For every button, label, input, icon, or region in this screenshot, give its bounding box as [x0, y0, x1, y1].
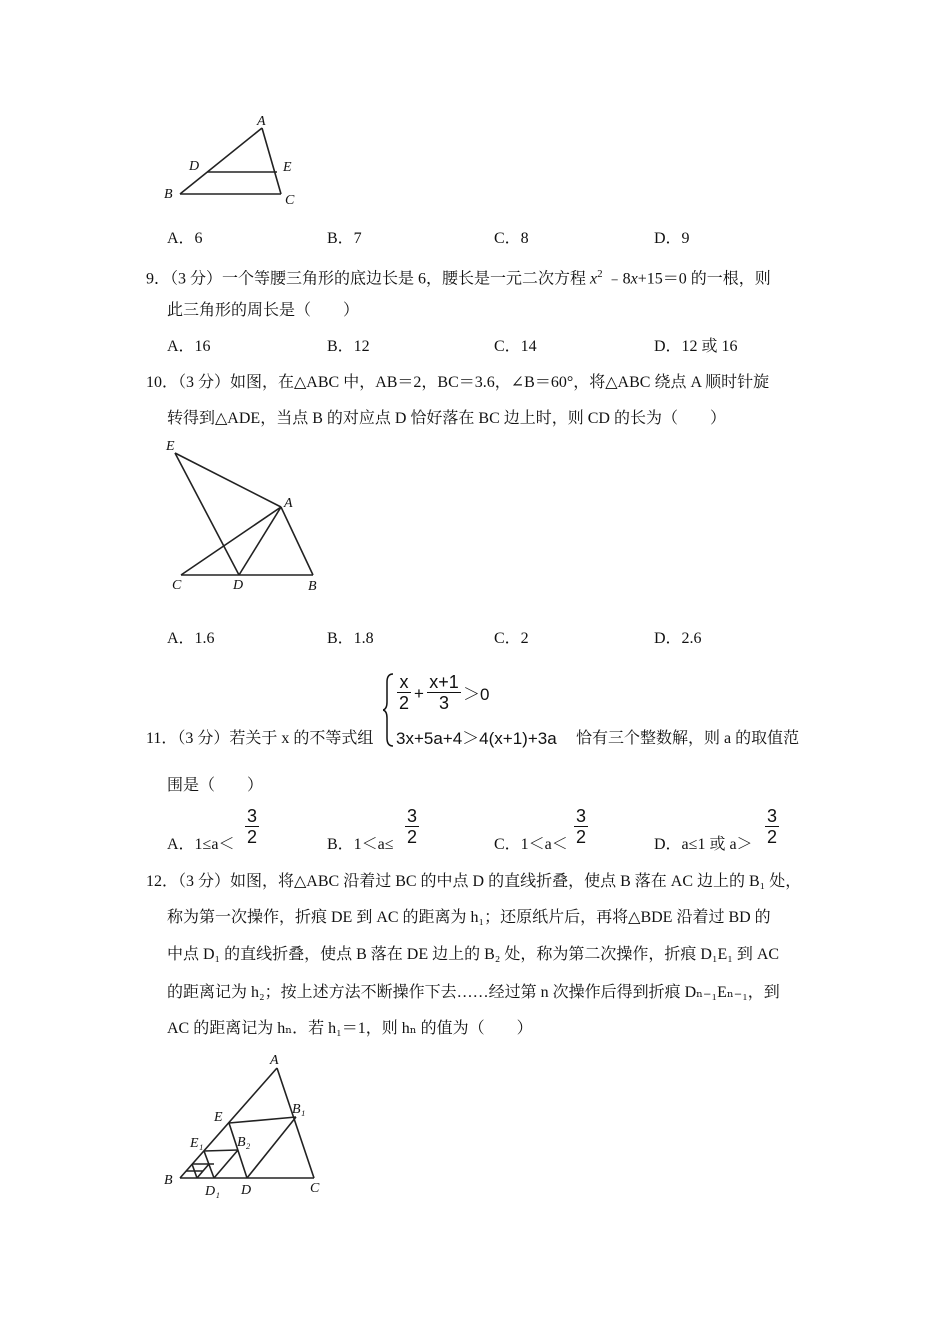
q8-option-b[interactable]: B．7	[327, 230, 362, 247]
q9-line2: 此三角形的周长是（ ）	[167, 302, 360, 319]
q11-frac-x1-over-3: x+1 3	[426, 672, 462, 713]
q9-option-c[interactable]: C．14	[494, 338, 537, 355]
q10-label-B: B	[308, 579, 317, 594]
q10-figure	[155, 432, 335, 597]
q10-label-D: D	[233, 578, 244, 593]
q9-option-b[interactable]: B．12	[327, 338, 370, 355]
q10-label-C: C	[172, 578, 182, 593]
q10-line2: 转得到△ADE，当点 B 的对应点 D 恰好落在 BC 边上时，则 CD 的长为（ ）	[167, 410, 726, 427]
q12-line-DB1	[247, 1117, 296, 1178]
q8-figure	[150, 105, 320, 215]
q11-option-b-frac: 3 2	[406, 806, 417, 847]
q11-option-c[interactable]: C．1＜a＜	[494, 836, 568, 853]
q8-line-AC	[262, 128, 281, 194]
q11-line2: 围是（ ）	[167, 777, 264, 794]
q11-prefix: 11．（3 分）若关于 x 的不等式组	[146, 730, 374, 747]
q12-label-B2: B₂	[237, 1135, 251, 1150]
q9-option-d[interactable]: D．12 或 16	[654, 338, 738, 355]
q10-line1: 10．（3 分）如图，在△ABC 中，AB＝2，BC＝3.6，∠B＝60°，将△ABC 绕点 A 顺时针旋	[146, 374, 770, 391]
q11-inequality-system	[383, 672, 583, 748]
q11-option-d[interactable]: D．a≤1 或 a＞	[654, 836, 753, 853]
q11-suffix: 恰有三个整数解，则 a 的取值范	[576, 730, 800, 747]
q12-line-D1B2	[214, 1150, 238, 1178]
q8-label-B: B	[164, 187, 173, 202]
q11-option-a-frac: 3 2	[246, 806, 257, 847]
q10-option-d[interactable]: D．2.6	[654, 630, 702, 647]
q12-label-E1: E₁	[190, 1136, 204, 1151]
q12-line1: 12．（3 分）如图，将△ABC 沿着过 BC 的中点 D 的直线折叠，使点 B 落在 AC 边上的 B₁ 处，	[146, 873, 802, 890]
q8-label-D: D	[189, 159, 200, 174]
q8-label-E: E	[283, 160, 292, 175]
q12-label-D1: D₁	[205, 1184, 220, 1199]
q11-option-a[interactable]: A．1≤a＜	[167, 836, 235, 853]
q10-line-CA	[181, 507, 281, 575]
q8-label-C: C	[285, 193, 295, 208]
q12-line-AC	[277, 1068, 314, 1178]
q8-option-d[interactable]: D．9	[654, 230, 690, 247]
q10-label-E: E	[166, 439, 175, 454]
q11-frac-x-over-2: x 2	[398, 672, 409, 713]
q11-rel-gt0: ＞0	[463, 685, 490, 704]
q11-brace	[383, 672, 395, 748]
q12-label-D: D	[241, 1183, 252, 1198]
q9-option-a[interactable]: A．16	[167, 338, 211, 355]
q11-option-d-frac: 3 2	[766, 806, 777, 847]
q12-label-B1: B₁	[292, 1102, 306, 1117]
q12-label-C: C	[310, 1181, 320, 1196]
q10-line-DA	[239, 507, 281, 575]
q11-plus: +	[414, 684, 424, 703]
q9-line1: 9．（3 分）一个等腰三角形的底边长是 6，腰长是一元二次方程 $x^2$ ﹣8x+15＝0 的一根，则	[146, 268, 771, 288]
q8-option-a[interactable]: A．6	[167, 230, 203, 247]
q12-line5: AC 的距离记为 hₙ．若 h₁＝1，则 hₙ 的值为（ ）	[167, 1020, 533, 1037]
q12-line2: 称为第一次操作，折痕 DE 到 AC 的距离为 h₁；还原纸片后，再将△BDE 沿着过 BD 的	[167, 909, 771, 926]
q12-line-EB1	[229, 1117, 296, 1123]
q10-line-EA	[175, 453, 281, 507]
q10-option-a[interactable]: A．1.6	[167, 630, 215, 647]
q12-label-B: B	[164, 1173, 173, 1188]
q12-figure	[158, 1045, 338, 1205]
q8-label-A: A	[257, 114, 266, 129]
q10-label-A: A	[284, 496, 293, 511]
q12-line4: 的距离记为 h₂；按上述方法不断操作下去……经过第 n 次操作后得到折痕 Dₙ₋₁Eₙ₋₁，到	[167, 984, 780, 1001]
q8-option-c[interactable]: C．8	[494, 230, 529, 247]
q10-option-c[interactable]: C．2	[494, 630, 529, 647]
q11-option-c-frac: 3 2	[575, 806, 586, 847]
q11-line2: 3x+5a+4＞4(x+1)+3a	[396, 729, 557, 748]
q10-line-AB	[281, 507, 313, 575]
q12-line-E1B2	[204, 1150, 238, 1151]
q10-option-b[interactable]: B．1.8	[327, 630, 374, 647]
q12-label-E: E	[214, 1110, 223, 1125]
q11-option-b[interactable]: B．1＜a≤	[327, 836, 394, 853]
q12-line3: 中点 D₁ 的直线折叠，使点 B 落在 DE 边上的 B₂ 处，称为第二次操作，折痕 D₁E₁ 到 AC	[167, 946, 780, 963]
q12-label-A: A	[270, 1053, 279, 1068]
